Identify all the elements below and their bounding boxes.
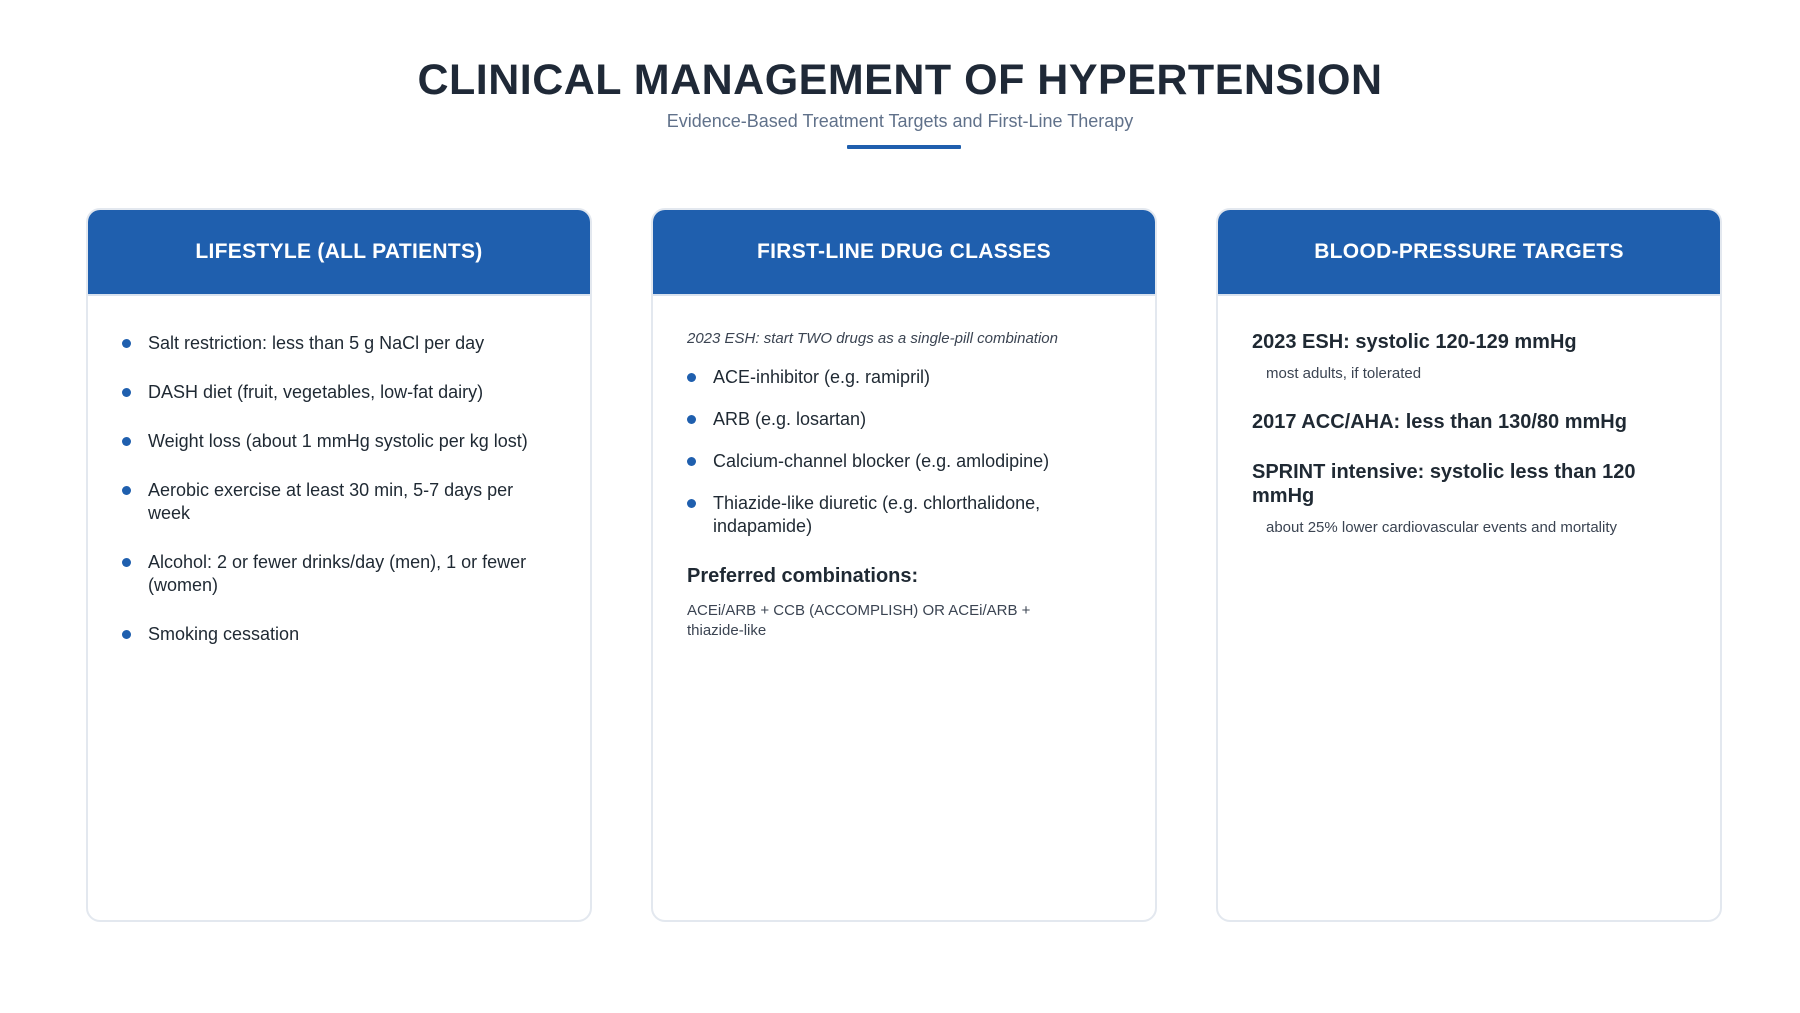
- list-item: [122, 623, 556, 646]
- bullet-icon: [687, 499, 696, 508]
- bullet-icon: [122, 437, 131, 446]
- list-item-text: Calcium-channel blocker (e.g. amlodipine): [713, 451, 1050, 471]
- lifestyle-list: [122, 332, 556, 646]
- bullet-icon: [122, 558, 131, 567]
- bullet-icon: [122, 339, 131, 348]
- combinations-heading: Preferred combinations:: [687, 565, 919, 587]
- list-item: [687, 450, 1121, 473]
- list-item: [687, 408, 1121, 431]
- list-item-text: Smoking cessation: [148, 624, 300, 644]
- bullet-icon: [122, 388, 131, 397]
- list-item: [122, 430, 556, 453]
- bullet-icon: [687, 373, 696, 382]
- target-title: SPRINT intensive: systolic less than 120 mmHg: [1252, 461, 1636, 507]
- list-item: [687, 492, 1121, 538]
- target-title: 2017 ACC/AHA: less than 130/80 mmHg: [1252, 411, 1627, 433]
- list-item: [122, 479, 556, 525]
- bp-targets-card-body: [1218, 296, 1720, 538]
- lifestyle-card-body: [88, 296, 590, 646]
- list-item: [122, 381, 556, 404]
- target-note: most adults, if tolerated: [1266, 365, 1422, 382]
- target-item: [1252, 410, 1686, 434]
- list-item-text: Weight loss (about 1 mmHg systolic per kg lost): [148, 431, 528, 451]
- target-item: [1252, 330, 1686, 384]
- bullet-icon: [687, 415, 696, 424]
- esh-note: 2023 ESH: start TWO drugs as a single-pill combination: [687, 330, 1058, 347]
- target-title: 2023 ESH: systolic 120-129 mmHg: [1252, 331, 1577, 353]
- list-item-text: Alcohol: 2 or fewer drinks/day (men), 1 or fewer (women): [148, 552, 527, 595]
- list-item: [687, 366, 1121, 389]
- list-item: [122, 332, 556, 355]
- list-item-text: ARB (e.g. losartan): [713, 409, 867, 429]
- bullet-icon: [687, 457, 696, 466]
- combinations-text: ACEi/ARB + CCB (ACCOMPLISH) OR ACEi/ARB + thiazide-like: [687, 602, 1031, 639]
- list-item-text: Salt restriction: less than 5 g NaCl per day: [148, 333, 485, 353]
- list-item-text: DASH diet (fruit, vegetables, low-fat dairy): [148, 382, 484, 402]
- drug-classes-card-title: FIRST-LINE DRUG CLASSES: [653, 210, 1155, 296]
- bullet-icon: [122, 630, 131, 639]
- bp-targets-card-title: BLOOD-PRESSURE TARGETS: [1218, 210, 1720, 296]
- lifestyle-card: [86, 208, 592, 922]
- bp-targets-card: [1216, 208, 1722, 922]
- list-item-text: Thiazide-like diuretic (e.g. chlorthalidone, indapamide): [713, 493, 1041, 536]
- bullet-icon: [122, 486, 131, 495]
- list-item-text: Aerobic exercise at least 30 min, 5-7 days per week: [148, 480, 514, 523]
- drug-classes-card: [651, 208, 1157, 922]
- list-item-text: ACE-inhibitor (e.g. ramipril): [713, 367, 931, 387]
- target-item: [1252, 460, 1686, 538]
- target-note: about 25% lower cardiovascular events and mortality: [1266, 519, 1618, 536]
- lifestyle-card-title: LIFESTYLE (ALL PATIENTS): [88, 210, 590, 296]
- drug-classes-card-body: [653, 296, 1155, 641]
- list-item: [122, 551, 556, 597]
- page-title: CLINICAL MANAGEMENT OF HYPERTENSION: [417, 56, 1383, 104]
- title-divider: [847, 145, 961, 149]
- page-subtitle: Evidence-Based Treatment Targets and First-Line Therapy: [666, 111, 1134, 131]
- drug-classes-list: [687, 366, 1121, 538]
